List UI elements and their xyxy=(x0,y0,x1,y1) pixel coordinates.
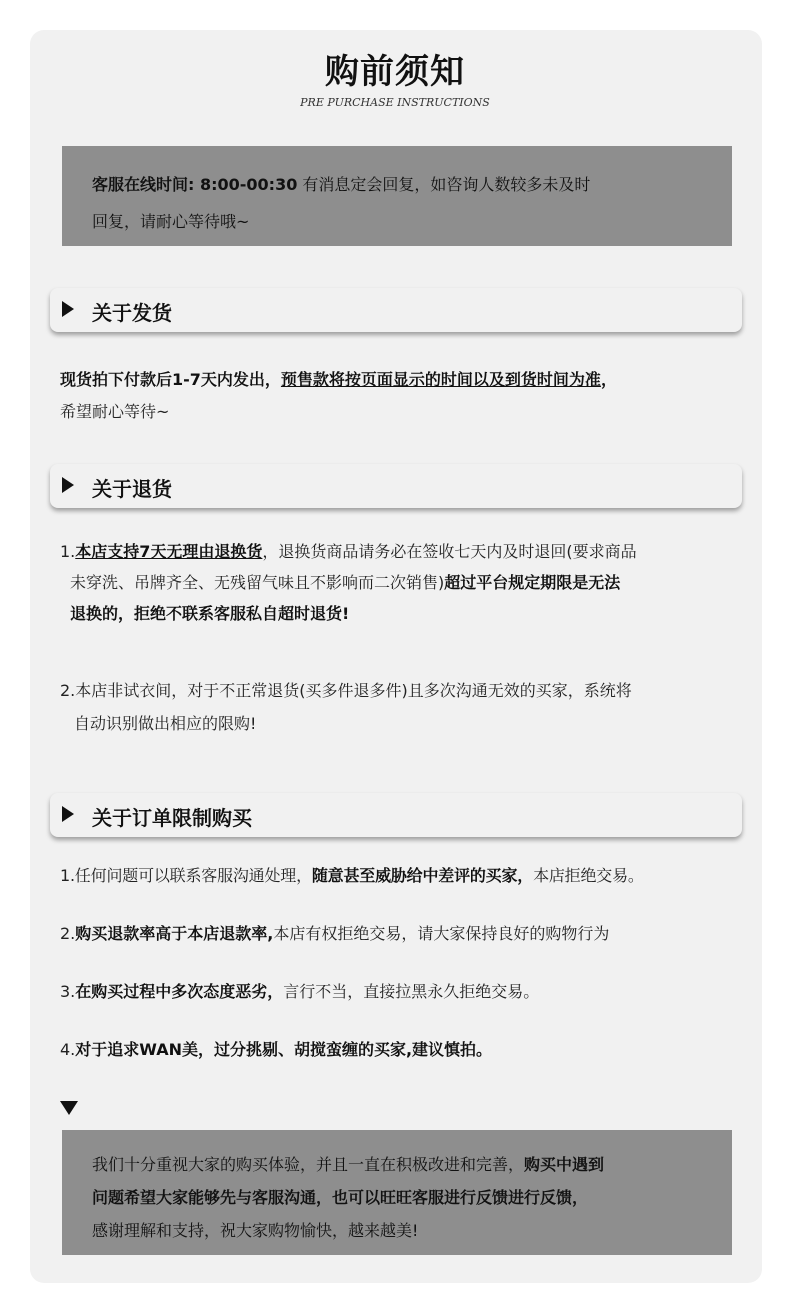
triangle-right-icon xyxy=(62,301,74,317)
section-title-restrictions: 关于订单限制购买 xyxy=(92,806,252,830)
restrictions-item-2 xyxy=(60,922,609,946)
returns-item-1-bold2: 退换的，拒绝不联系客服私自超时退货! xyxy=(70,604,350,623)
closing-text2: 感谢理解和支持，祝大家购物愉快，越来越美! xyxy=(92,1221,419,1240)
restrictions-item-3-suffix: 言行不当，直接拉黑永久拒绝交易。 xyxy=(283,982,540,1001)
returns-item-2-line1: 2.本店非试衣间，对于不正常退货(买多件退多件)且多次沟通无效的买家，系统将 xyxy=(60,681,632,700)
section-header-returns xyxy=(50,464,742,508)
section-header-restrictions xyxy=(50,793,742,837)
shipping-bold-underlined: 预售款将按页面显示的时间以及到货时间为准 xyxy=(280,370,601,389)
section-header-shipping xyxy=(50,288,742,332)
triangle-right-icon xyxy=(62,477,74,493)
closing-text1: 我们十分重视大家的购买体验，并且一直在积极改进和完善， xyxy=(92,1155,525,1174)
section-title-returns: 关于退货 xyxy=(92,477,172,501)
returns-item-1 xyxy=(60,536,760,629)
restrictions-item-4-prefix: 4. xyxy=(60,1040,76,1059)
closing-bold1: 购买中遇到 xyxy=(524,1155,605,1174)
returns-item-2-line2: 自动识别做出相应的限购! xyxy=(74,714,257,733)
triangle-right-icon xyxy=(62,806,74,822)
service-hours-text: 有消息定会回复，如咨询人数较多未及时 xyxy=(297,175,591,194)
restrictions-item-1-prefix: 1.任何问题可以联系客服沟通处理， xyxy=(60,866,312,885)
page-title: 购前须知 xyxy=(325,52,465,92)
restrictions-item-2-suffix: 本店有权拒绝交易，请大家保持良好的购物行为 xyxy=(273,924,610,943)
restrictions-item-4 xyxy=(60,1038,492,1062)
closing-bold2: 问题希望大家能够先与客服沟通，也可以旺旺客服进行反馈进行反馈， xyxy=(92,1188,589,1207)
restrictions-item-1 xyxy=(60,864,780,888)
page-subtitle: PRE PURCHASE INSTRUCTIONS xyxy=(300,96,490,109)
shipping-bold-2: ， xyxy=(600,370,617,389)
restrictions-item-3-prefix: 3. xyxy=(60,982,76,1001)
returns-item-1-text1: ，退换货商品请务必在签收七天内及时退回(要求商品 xyxy=(262,542,637,561)
restrictions-item-3 xyxy=(60,980,539,1004)
service-hours-line2: 回复，请耐心等待哦~ xyxy=(92,212,250,231)
shipping-line-2: 希望耐心等待~ xyxy=(60,402,170,421)
returns-item-1-underlined: 本店支持7天无理由退换货 xyxy=(75,542,263,561)
restrictions-item-4-bold: 对于追求WAN美，过分挑剔、胡搅蛮缠的买家,建议慎拍。 xyxy=(75,1040,493,1059)
triangle-down-icon xyxy=(60,1101,78,1115)
closing-box xyxy=(62,1130,732,1255)
returns-item-1-num: 1. xyxy=(60,542,76,561)
restrictions-item-3-bold: 在购买过程中多次态度恶劣， xyxy=(75,982,284,1001)
restrictions-item-1-bold: 随意甚至威胁给中差评的买家， xyxy=(311,866,534,885)
section-title-shipping: 关于发货 xyxy=(92,301,172,325)
service-hours-box xyxy=(62,146,732,246)
returns-item-2 xyxy=(60,674,760,740)
shipping-text xyxy=(60,364,617,428)
service-hours-line1 xyxy=(92,166,702,203)
service-hours-label: 客服在线时间: 8:00-00:30 xyxy=(92,175,298,194)
restrictions-item-2-bold: 购买退款率高于本店退款率, xyxy=(75,924,274,943)
shipping-bold-1: 现货拍下付款后1-7天内发出， xyxy=(60,370,281,389)
returns-item-1-bold1: 超过平台规定期限是无法 xyxy=(444,573,621,592)
restrictions-item-2-prefix: 2. xyxy=(60,924,76,943)
returns-item-1-text2: 未穿洗、吊牌齐全、无残留气味且不影响而二次销售) xyxy=(70,573,445,592)
restrictions-item-1-suffix: 本店拒绝交易。 xyxy=(533,866,644,885)
